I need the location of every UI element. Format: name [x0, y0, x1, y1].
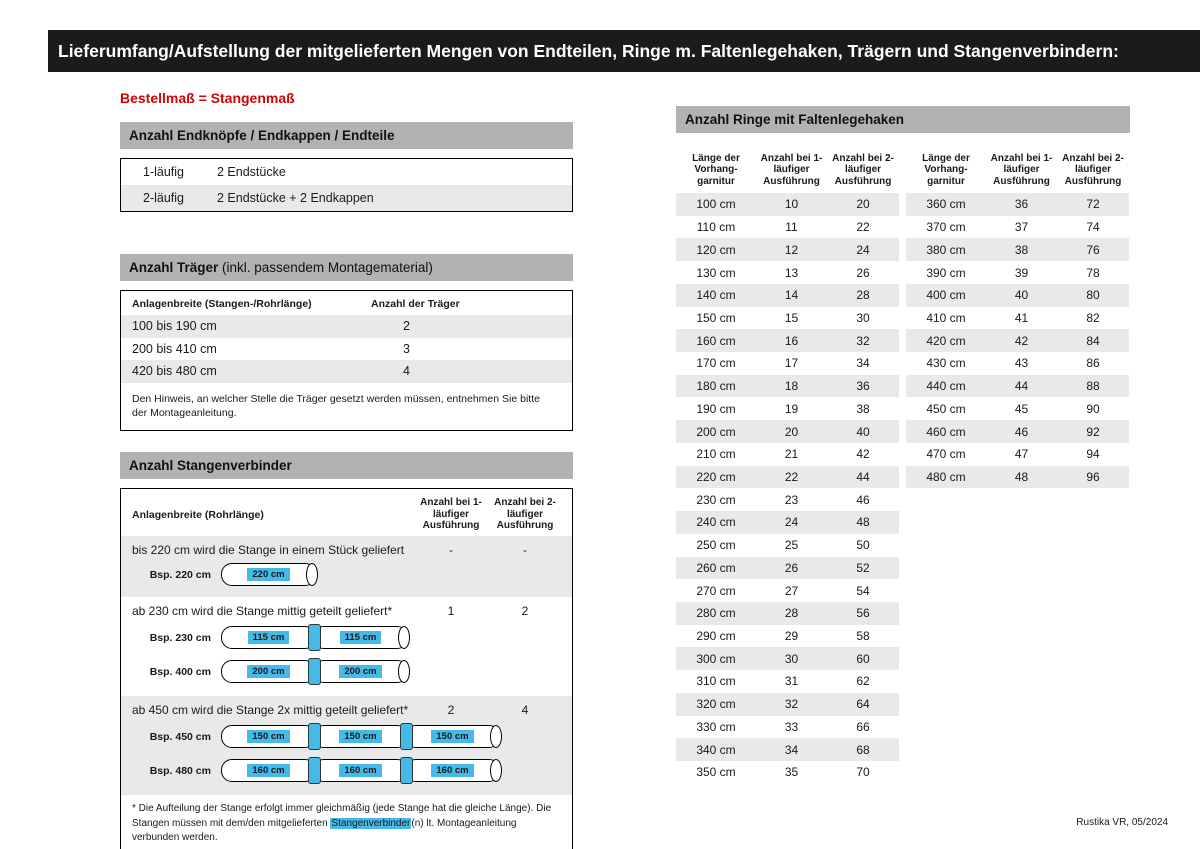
- ring-count-2laeufig: 50: [856, 538, 870, 553]
- ring-count-2laeufig: 94: [1086, 447, 1100, 462]
- ring-length-value: 100 cm: [696, 197, 736, 212]
- section-traeger-header-rest: (inkl. passendem Montagematerial): [218, 260, 433, 275]
- ring-count-1laeufig: 37: [1014, 220, 1029, 235]
- ring-count-1laeufig: 41: [1014, 310, 1029, 325]
- ring-count-1laeufig: 38: [1014, 242, 1029, 257]
- traeger-table: [120, 290, 573, 431]
- ring-count-2laeufig: 24: [856, 242, 870, 257]
- endteile-type: 1-läufig: [143, 165, 184, 179]
- traeger-count: 2: [403, 319, 410, 334]
- ring-table-1: [676, 147, 899, 784]
- rod-diagram: [221, 563, 318, 586]
- ring-length-value: 120 cm: [696, 242, 736, 257]
- traeger-range: 100 bis 190 cm: [132, 319, 217, 334]
- rod-segment: [221, 660, 316, 683]
- rod-diagram: [221, 624, 410, 651]
- rod-segment: [405, 725, 500, 748]
- ring-count-1laeufig: 46: [1014, 424, 1029, 439]
- rod-segment-length: 200 cm: [339, 665, 381, 678]
- ring-table-row: [676, 602, 899, 625]
- ring-count-2laeufig: 42: [856, 447, 870, 462]
- ring-length-value: 450 cm: [926, 401, 966, 416]
- ring-length-value: 400 cm: [926, 288, 966, 303]
- ring-table-row: [906, 193, 1129, 216]
- ring-count-2laeufig: 84: [1086, 333, 1100, 348]
- ring-length-value: 300 cm: [696, 651, 736, 666]
- rod-diagram: [221, 658, 410, 685]
- ring-count-1laeufig: 24: [784, 515, 799, 530]
- ring-col-laenge-label: Länge der Vorhang-garnitur: [922, 152, 970, 188]
- ring-length-value: 280 cm: [696, 606, 736, 621]
- stangenverbinder-rule-text: ab 450 cm wird die Stange 2x mittig geteilt geliefert*: [132, 703, 409, 718]
- rod-segment-length: 200 cm: [247, 665, 289, 678]
- verbinder-col-2laeufig: Anzahl bei 2-läufiger Ausführung: [494, 496, 556, 532]
- ring-count-2laeufig: 22: [856, 220, 870, 235]
- ring-table-row: [676, 625, 899, 648]
- ring-table-row: [906, 307, 1129, 330]
- ring-count-2laeufig: 70: [856, 765, 870, 780]
- ring-count-1laeufig: 44: [1014, 379, 1029, 394]
- ring-table-row: [676, 216, 899, 239]
- ring-length-value: 390 cm: [926, 265, 966, 280]
- footnote-text-post: (n) lt. Montageanleitung verbunden werden.: [132, 817, 517, 844]
- rod-segment-length: 115 cm: [248, 631, 290, 644]
- ring-table-row: [676, 557, 899, 580]
- ring-count-1laeufig: 28: [784, 606, 799, 621]
- ring-count-1laeufig: 36: [1014, 197, 1029, 212]
- ring-length-value: 340 cm: [696, 742, 736, 757]
- rod-example-row: [121, 754, 572, 788]
- ring-count-1laeufig: 22: [784, 469, 799, 484]
- right-column: [676, 106, 1130, 784]
- ring-table-header: [676, 147, 899, 193]
- ring-count-2laeufig: 20: [856, 197, 870, 212]
- ring-count-2laeufig: 92: [1086, 424, 1100, 439]
- ring-length-value: 330 cm: [696, 719, 736, 734]
- rod-diagram: [221, 723, 502, 750]
- ring-count-1laeufig: 11: [785, 220, 798, 235]
- ring-length-value: 150 cm: [696, 310, 736, 325]
- ring-table-2: [906, 147, 1129, 784]
- section-ringe-header: Anzahl Ringe mit Faltenlegehaken: [676, 106, 1130, 133]
- ring-count-2laeufig: 44: [856, 469, 870, 484]
- ring-length-value: 180 cm: [696, 379, 736, 394]
- ring-length-value: 260 cm: [696, 560, 736, 575]
- ring-table-row: [676, 466, 899, 489]
- ring-count-2laeufig: 48: [856, 515, 870, 530]
- rod-endcap-icon: [490, 759, 502, 782]
- ring-table-row: [676, 443, 899, 466]
- rod-segment: [221, 563, 316, 586]
- ring-count-2laeufig: 60: [856, 651, 870, 666]
- left-column: [120, 90, 573, 849]
- footnote-text-pre: * Die Aufteilung der Stange erfolgt immer gleichmäßig (jede Stange hat die gleiche Länge). Die Stangen müssen mit dem/den mitgelieferten: [132, 803, 552, 829]
- ring-table-row: [676, 579, 899, 602]
- section-stangenverbinder-header: Anzahl Stangenverbinder: [120, 452, 573, 479]
- rod-segment-length: 220 cm: [247, 568, 289, 581]
- rod-example-label: Bsp. 480 cm: [149, 764, 211, 777]
- ring-col-1laeufig-label: Anzahl bei 1-läufiger Ausführung: [990, 152, 1053, 188]
- subtitle-bestellmass: Bestellmaß = Stangenmaß: [120, 90, 295, 106]
- ring-table-row: [676, 284, 899, 307]
- ring-count-1laeufig: 14: [784, 288, 799, 303]
- stangenverbinder-group-row: [121, 701, 572, 720]
- rod-connector-icon: [308, 658, 321, 685]
- ring-count-1laeufig: 40: [1014, 288, 1029, 303]
- ring-table-row: [676, 193, 899, 216]
- verbinder-col-anlagenbreite: Anlagenbreite (Rohrlänge): [132, 508, 264, 521]
- ring-length-value: 460 cm: [926, 424, 966, 439]
- ring-length-value: 440 cm: [926, 379, 966, 394]
- table-row: [121, 185, 572, 211]
- rod-segment: [221, 725, 316, 748]
- footnote-highlight: Stangenverbinder: [331, 817, 411, 829]
- ring-length-value: 480 cm: [926, 469, 966, 484]
- ring-table-row: [906, 443, 1129, 466]
- count-1laeufig: -: [449, 543, 453, 558]
- ring-length-value: 130 cm: [696, 265, 736, 280]
- section-endteile: [120, 122, 573, 212]
- ring-length-value: 190 cm: [696, 401, 736, 416]
- ring-count-2laeufig: 72: [1086, 197, 1100, 212]
- ring-count-2laeufig: 30: [856, 310, 870, 325]
- stangenverbinder-group: [121, 536, 572, 597]
- ring-count-1laeufig: 47: [1014, 447, 1029, 462]
- table-row: [121, 360, 572, 383]
- ring-col-2laeufig-label: Anzahl bei 2-läufiger Ausführung: [832, 152, 894, 188]
- footer-version: Rustika VR, 05/2024: [1076, 817, 1168, 828]
- ring-count-2laeufig: 54: [856, 583, 870, 598]
- ring-length-value: 140 cm: [696, 288, 736, 303]
- ring-length-value: 110 cm: [696, 220, 736, 235]
- section-traeger: [120, 254, 573, 431]
- ring-table-row: [906, 329, 1129, 352]
- ring-table-row: [676, 693, 899, 716]
- ring-count-1laeufig: 48: [1014, 469, 1029, 484]
- ring-length-value: 170 cm: [696, 356, 736, 371]
- ring-table-row: [676, 534, 899, 557]
- ring-count-2laeufig: 90: [1086, 401, 1100, 416]
- count-2laeufig: 4: [521, 703, 529, 718]
- ring-count-1laeufig: 32: [784, 697, 799, 712]
- ring-count-2laeufig: 56: [856, 606, 870, 621]
- rod-diagram: [221, 757, 502, 784]
- ring-count-1laeufig: 15: [784, 310, 799, 325]
- ring-count-2laeufig: 68: [856, 742, 870, 757]
- ring-count-1laeufig: 30: [784, 651, 799, 666]
- rod-example-row: [121, 560, 572, 590]
- ring-count-1laeufig: 17: [784, 356, 799, 371]
- rod-endcap-icon: [398, 626, 410, 649]
- ring-table-row: [676, 329, 899, 352]
- ring-table-row: [676, 352, 899, 375]
- ring-count-2laeufig: 36: [856, 379, 870, 394]
- ring-count-2laeufig: 82: [1086, 310, 1100, 325]
- count-1laeufig: 2: [447, 703, 455, 718]
- ring-count-2laeufig: 52: [856, 560, 870, 575]
- ring-count-1laeufig: 16: [784, 333, 799, 348]
- ring-count-2laeufig: 74: [1086, 220, 1100, 235]
- ring-table-row: [906, 284, 1129, 307]
- rod-segment: [313, 626, 408, 649]
- ring-length-value: 270 cm: [696, 583, 736, 598]
- stangenverbinder-group-row: [121, 541, 572, 560]
- ring-count-2laeufig: 66: [856, 719, 870, 734]
- rod-example-row: [121, 621, 572, 655]
- ring-table-row: [676, 375, 899, 398]
- rod-connector-icon: [308, 624, 321, 651]
- ring-col-1laeufig-label: Anzahl bei 1-läufiger Ausführung: [760, 152, 823, 188]
- ring-count-1laeufig: 43: [1014, 356, 1029, 371]
- ring-count-2laeufig: 40: [856, 424, 870, 439]
- ring-count-2laeufig: 88: [1086, 379, 1100, 394]
- ring-table-row: [676, 670, 899, 693]
- section-traeger-header-bold: Anzahl Träger: [129, 260, 219, 275]
- ring-count-1laeufig: 25: [784, 538, 799, 553]
- rod-segment-length: 160 cm: [339, 764, 381, 777]
- ring-table-row: [676, 420, 899, 443]
- ring-count-1laeufig: 10: [784, 197, 799, 212]
- ring-count-1laeufig: 45: [1014, 401, 1029, 416]
- ring-count-1laeufig: 18: [784, 379, 799, 394]
- ring-count-2laeufig: 26: [856, 265, 870, 280]
- ring-count-1laeufig: 33: [784, 719, 799, 734]
- ring-length-value: 230 cm: [696, 492, 736, 507]
- page-title: Lieferumfang/Aufstellung der mitgelieferten Mengen von Endteilen, Ringe m. Faltenlegehaken, Trägern und Stangenverbindern:: [58, 40, 1119, 61]
- section-endteile-header: Anzahl Endknöpfe / Endkappen / Endteile: [120, 122, 573, 149]
- ring-count-1laeufig: 19: [784, 401, 799, 416]
- rod-example-label: Bsp. 450 cm: [149, 730, 211, 743]
- ring-count-2laeufig: 62: [856, 674, 870, 689]
- ring-table-row: [676, 647, 899, 670]
- ring-count-1laeufig: 42: [1014, 333, 1029, 348]
- stangenverbinder-table: [120, 488, 573, 849]
- ring-count-2laeufig: 34: [856, 356, 870, 371]
- ring-length-value: 160 cm: [696, 333, 736, 348]
- stangenverbinder-group-row: [121, 602, 572, 621]
- ring-count-2laeufig: 86: [1086, 356, 1100, 371]
- rod-segment-length: 150 cm: [339, 730, 381, 743]
- ring-count-1laeufig: 13: [784, 265, 799, 280]
- ring-count-1laeufig: 35: [784, 765, 799, 780]
- ring-table-row: [906, 352, 1129, 375]
- rod-connector-icon: [308, 723, 321, 750]
- traeger-col-anlagenbreite: Anlagenbreite (Stangen-/Rohrlänge): [132, 298, 312, 310]
- table-row: [121, 159, 572, 185]
- rod-example-row: [121, 655, 572, 689]
- rod-segment-length: 150 cm: [431, 730, 473, 743]
- rod-segment-length: 150 cm: [247, 730, 289, 743]
- traeger-note: Den Hinweis, an welcher Stelle die Träger gesetzt werden müssen, entnehmen Sie bitte der Montageanleitung.: [132, 392, 540, 419]
- rod-segment: [221, 626, 316, 649]
- ring-count-2laeufig: 64: [856, 697, 870, 712]
- ring-length-value: 200 cm: [696, 424, 736, 439]
- ring-table-row: [676, 761, 899, 784]
- ring-length-value: 430 cm: [926, 356, 966, 371]
- table-row: [121, 315, 572, 338]
- ring-length-value: 210 cm: [696, 447, 736, 462]
- ring-length-value: 290 cm: [696, 629, 736, 644]
- rod-endcap-icon: [490, 725, 502, 748]
- ring-count-2laeufig: 32: [856, 333, 870, 348]
- ring-length-value: 410 cm: [926, 310, 966, 325]
- ring-length-value: 350 cm: [696, 765, 736, 780]
- rod-segment: [405, 759, 500, 782]
- ring-col-laenge: [906, 147, 986, 193]
- stangenverbinder-group: [121, 696, 572, 795]
- count-2laeufig: -: [523, 543, 527, 558]
- ring-table-row: [676, 511, 899, 534]
- ring-table-row: [676, 397, 899, 420]
- endteile-value: 2 Endstücke + 2 Endkappen: [217, 191, 374, 205]
- traeger-table-header: [121, 291, 572, 315]
- verbinder-col-1laeufig: Anzahl bei 1-läufiger Ausführung: [420, 496, 482, 532]
- table-row: [121, 338, 572, 361]
- ring-length-value: 360 cm: [926, 197, 966, 212]
- ring-table-row: [676, 261, 899, 284]
- endteile-table: [120, 158, 573, 212]
- rod-segment-length: 160 cm: [247, 764, 289, 777]
- ring-length-value: 240 cm: [696, 515, 736, 530]
- ring-table-row: [906, 466, 1129, 489]
- rod-connector-icon: [308, 757, 321, 784]
- rod-example-label: Bsp. 220 cm: [149, 568, 211, 581]
- ring-col-2laeufig: [1057, 147, 1129, 193]
- stangenverbinder-rule-text: ab 230 cm wird die Stange mittig geteilt geliefert*: [132, 604, 393, 619]
- ring-length-value: 380 cm: [926, 242, 966, 257]
- ring-length-value: 220 cm: [696, 469, 736, 484]
- ring-col-laenge: [676, 147, 756, 193]
- ring-count-1laeufig: 31: [784, 674, 799, 689]
- traeger-range: 200 bis 410 cm: [132, 341, 217, 356]
- ring-count-1laeufig: 23: [784, 492, 799, 507]
- ring-col-2laeufig-label: Anzahl bei 2-läufiger Ausführung: [1062, 152, 1124, 188]
- ring-length-value: 420 cm: [926, 333, 966, 348]
- ring-count-2laeufig: 46: [856, 492, 870, 507]
- rod-segment-length: 115 cm: [340, 631, 382, 644]
- traeger-col-anzahl: Anzahl der Träger: [371, 298, 460, 310]
- ring-tables: [676, 147, 1130, 784]
- ring-count-1laeufig: 20: [784, 424, 799, 439]
- ring-table-row: [906, 375, 1129, 398]
- rod-connector-icon: [400, 723, 413, 750]
- ring-col-1laeufig: [756, 147, 827, 193]
- rod-example-label: Bsp. 400 cm: [149, 665, 211, 678]
- ring-count-1laeufig: 27: [784, 583, 799, 598]
- ring-table-row: [676, 307, 899, 330]
- rod-endcap-icon: [306, 563, 318, 586]
- ring-count-2laeufig: 80: [1086, 288, 1100, 303]
- rod-segment: [313, 660, 408, 683]
- ring-count-2laeufig: 38: [856, 401, 870, 416]
- ring-length-value: 310 cm: [696, 674, 736, 689]
- ring-count-1laeufig: 39: [1014, 265, 1029, 280]
- ring-count-1laeufig: 34: [784, 742, 799, 757]
- rod-example-label: Bsp. 230 cm: [149, 631, 211, 644]
- ring-table-row: [676, 738, 899, 761]
- ring-count-1laeufig: 29: [784, 629, 799, 644]
- ring-length-value: 470 cm: [926, 447, 966, 462]
- ring-count-2laeufig: 28: [856, 288, 870, 303]
- stangenverbinder-rule-text: bis 220 cm wird die Stange in einem Stück geliefert: [132, 543, 405, 558]
- ring-length-value: 370 cm: [926, 220, 966, 235]
- ring-count-1laeufig: 21: [784, 447, 799, 462]
- stangenverbinder-group: [121, 597, 572, 696]
- stangenverbinder-table-header: [121, 489, 572, 536]
- ring-table-row: [676, 488, 899, 511]
- traeger-count: 3: [403, 341, 410, 356]
- ring-table-header: [906, 147, 1129, 193]
- ring-count-1laeufig: 26: [784, 560, 799, 575]
- rod-segment: [313, 759, 408, 782]
- ring-table-row: [906, 261, 1129, 284]
- rod-example-row: [121, 720, 572, 754]
- ring-count-2laeufig: 76: [1086, 242, 1100, 257]
- traeger-count: 4: [403, 364, 410, 379]
- traeger-range: 420 bis 480 cm: [132, 364, 217, 379]
- section-traeger-header: [120, 254, 573, 281]
- ring-table-row: [906, 420, 1129, 443]
- rod-connector-icon: [400, 757, 413, 784]
- ring-col-2laeufig: [827, 147, 899, 193]
- ring-count-2laeufig: 78: [1086, 265, 1100, 280]
- endteile-type: 2-läufig: [143, 191, 184, 205]
- section-stangenverbinder: [120, 452, 573, 849]
- rod-segment: [221, 759, 316, 782]
- ring-count-2laeufig: 58: [856, 629, 870, 644]
- ring-length-value: 250 cm: [696, 538, 736, 553]
- ring-table-row: [906, 397, 1129, 420]
- rod-endcap-icon: [398, 660, 410, 683]
- stangenverbinder-groups: [121, 536, 572, 795]
- ring-count-2laeufig: 96: [1086, 469, 1100, 484]
- stangenverbinder-footnote: [121, 795, 572, 849]
- rod-segment-length: 160 cm: [431, 764, 473, 777]
- ring-table-body: [676, 193, 899, 784]
- ring-count-1laeufig: 12: [784, 242, 799, 257]
- ring-table-row: [676, 716, 899, 739]
- endteile-value: 2 Endstücke: [217, 165, 286, 179]
- rod-segment: [313, 725, 408, 748]
- count-2laeufig: 2: [521, 604, 529, 619]
- ring-table-body: [906, 193, 1129, 488]
- ring-length-value: 320 cm: [696, 697, 736, 712]
- ring-table-row: [676, 238, 899, 261]
- ring-table-row: [906, 238, 1129, 261]
- ring-col-laenge-label: Länge der Vorhang-garnitur: [692, 152, 740, 188]
- ring-col-1laeufig: [986, 147, 1057, 193]
- count-1laeufig: 1: [447, 604, 455, 619]
- page-header-bar: [48, 30, 1200, 72]
- ring-table-row: [906, 216, 1129, 239]
